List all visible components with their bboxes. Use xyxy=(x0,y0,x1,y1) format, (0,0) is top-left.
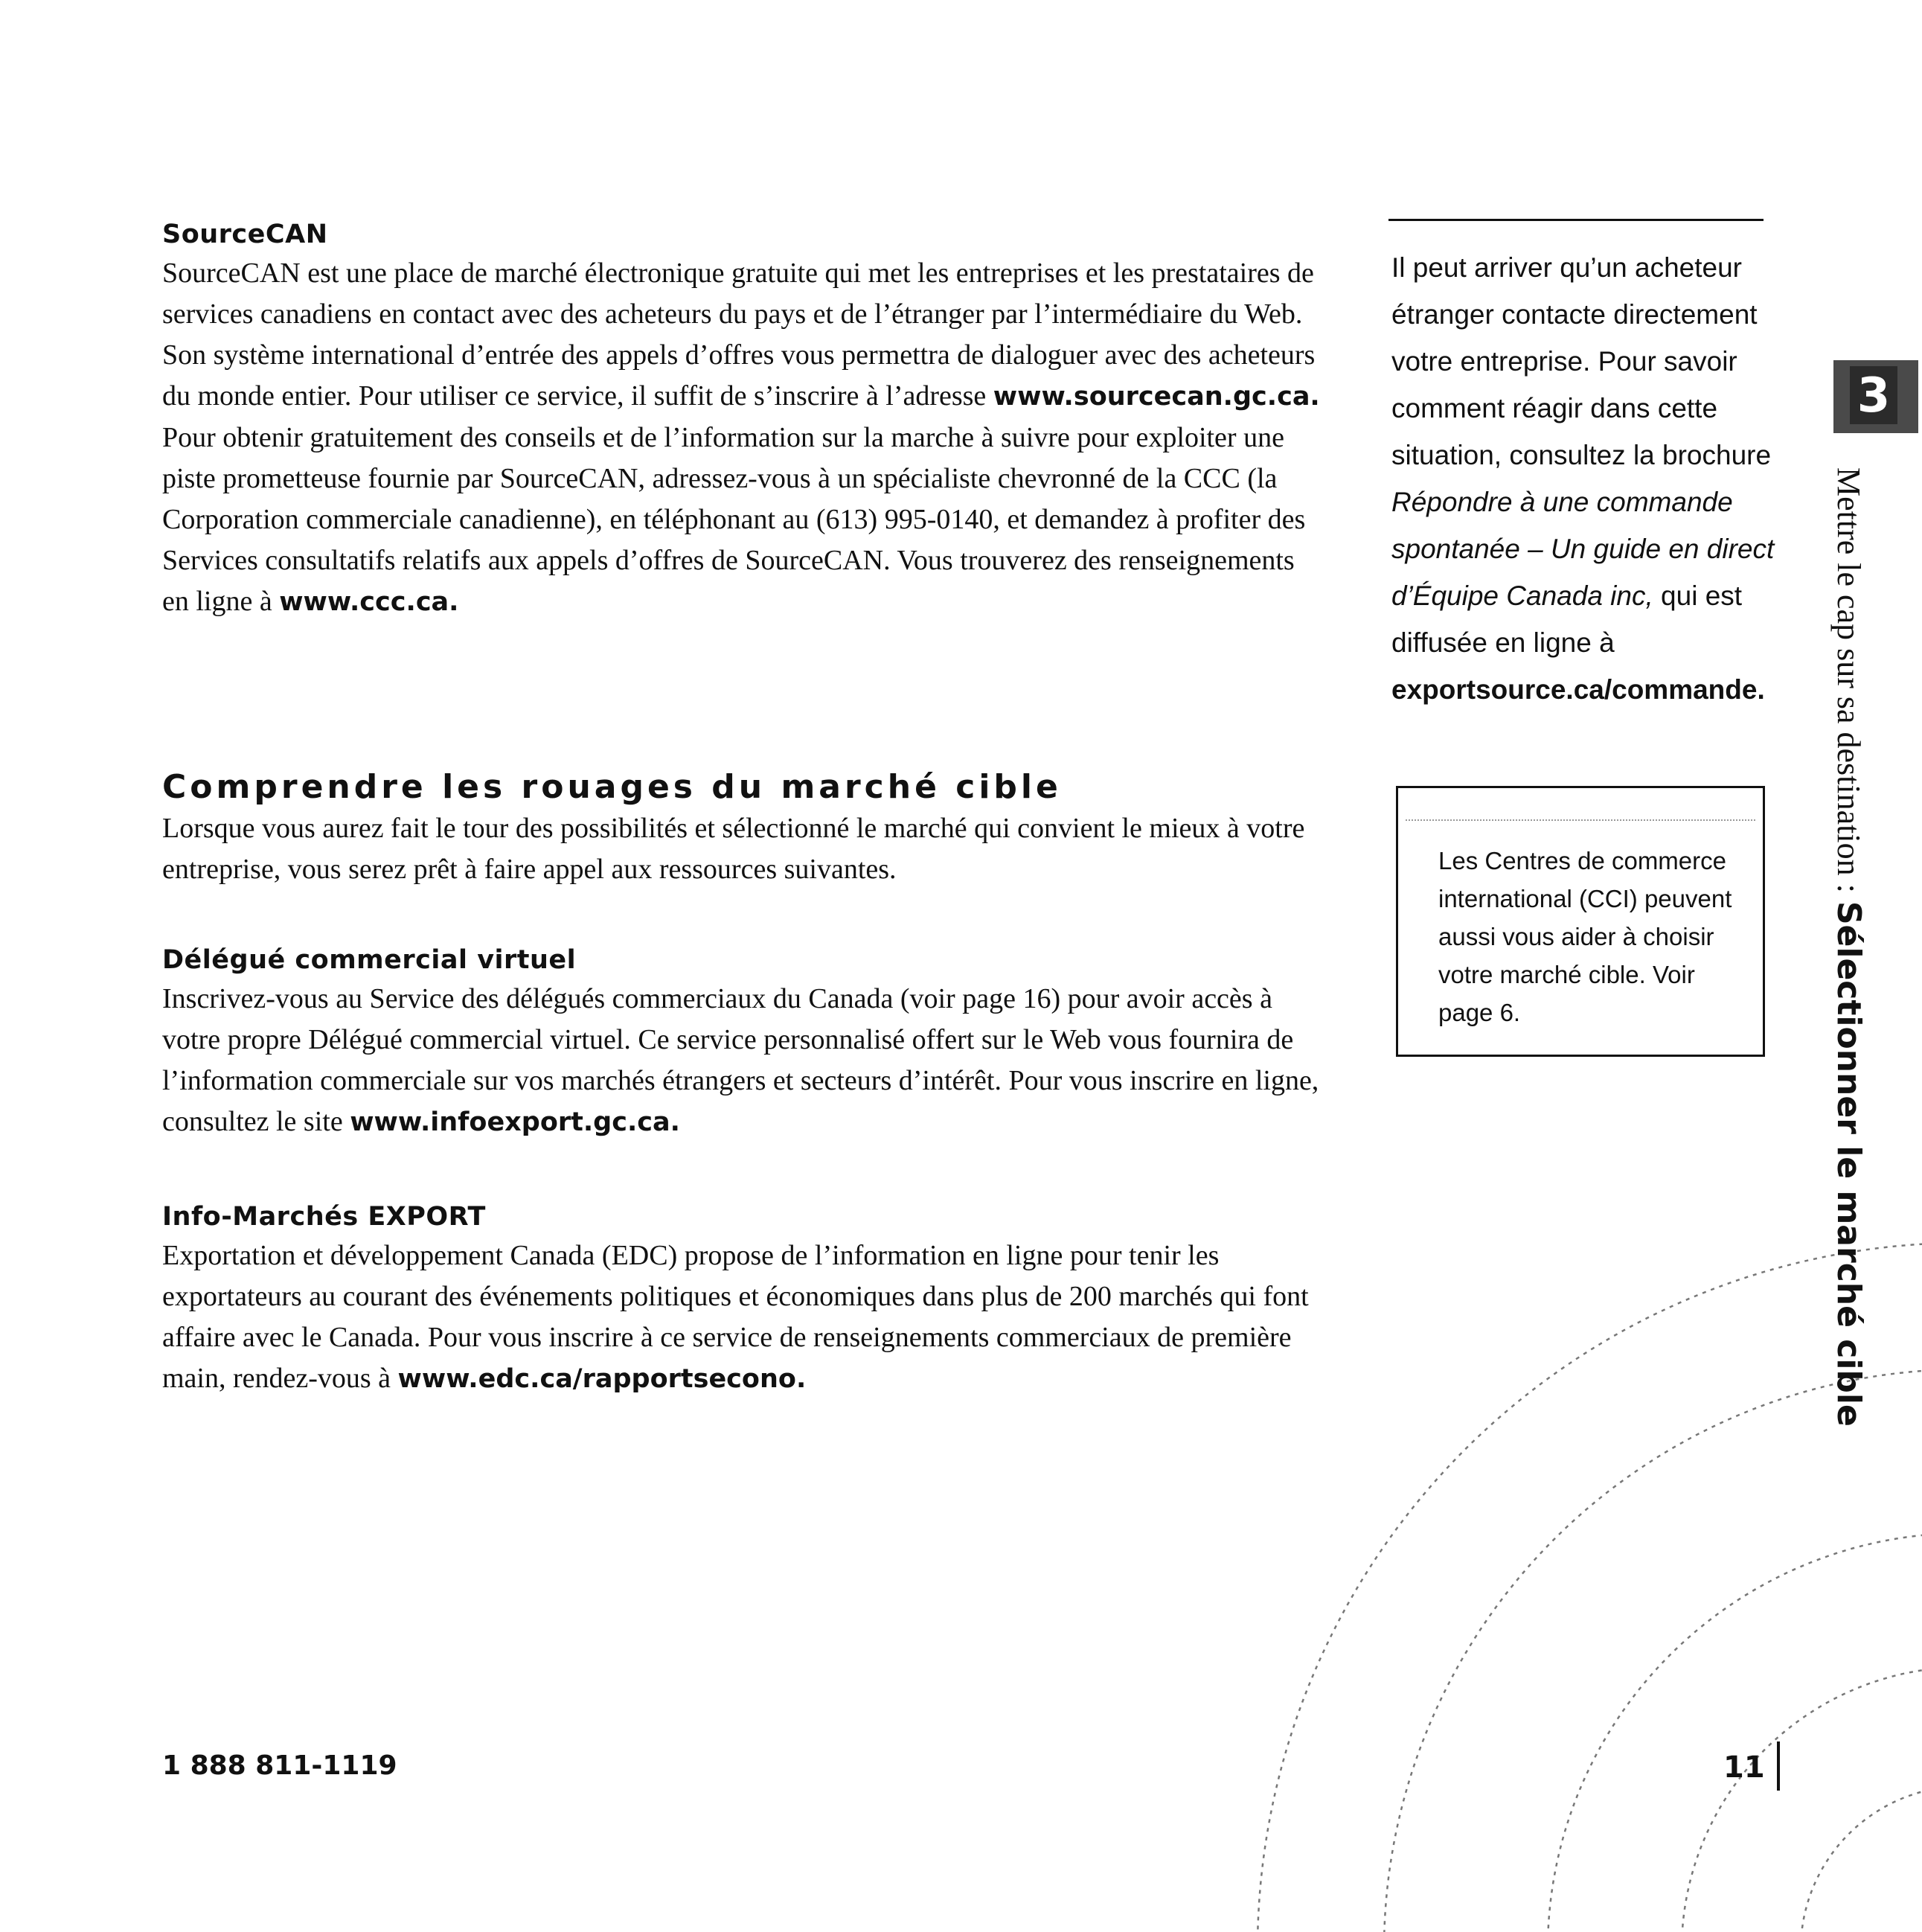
chapter-number: 3 xyxy=(1850,366,1897,424)
delegue-section xyxy=(162,941,1323,1143)
infoexport-link[interactable]: www.infoexport.gc.ca. xyxy=(350,1107,680,1137)
sourcecan-section xyxy=(162,216,1323,623)
sidebar-note-text: Il peut arriver qu’un acheteur étranger contacte directement votre entreprise. Pour savoir comment réagir dans cette situation, consultez la brochure xyxy=(1391,252,1772,470)
sourcecan-text-1: SourceCAN est une place de marché électronique gratuite qui met les entreprises et les prestataires de services canadiens en contact avec des acheteurs du pays et de l’étranger par l’intermédiaire du Web. Son système international d’entrée des appels d’offres vous permettra de dialoguer avec des acheteurs du monde entier. Pour utiliser ce service, il suffit de s’inscrire à l’adresse xyxy=(162,258,1316,412)
ccc-link[interactable]: www.ccc.ca. xyxy=(279,587,459,617)
page-number: 11 xyxy=(1723,1750,1765,1785)
delegue-heading: Délégué commercial virtuel xyxy=(162,945,577,975)
sidebar-note xyxy=(1391,244,1778,713)
infomarches-paragraph xyxy=(162,1235,1323,1400)
chapter-tab xyxy=(1833,360,1918,433)
chapter-title-part-2: Sélectionner le marché cible xyxy=(1830,901,1868,1427)
sidebar-note-text-2: qui est diffusée en ligne à xyxy=(1391,580,1743,658)
page-number-bar xyxy=(1777,1741,1780,1791)
sidebar-rule xyxy=(1388,219,1764,221)
sourcecan-paragraph xyxy=(162,253,1323,623)
chapter-title-part-1: Mettre le cap sur sa destination : xyxy=(1830,467,1867,901)
footer-phone: 1 888 811-1119 xyxy=(162,1750,397,1781)
exportsource-link[interactable]: exportsource.ca/commande. xyxy=(1391,674,1765,705)
comprendre-paragraph: Lorsque vous aurez fait le tour des possibilités et sélectionné le marché qui convient le mieux à votre entreprise, vous serez prêt à faire appel aux ressources suivantes. xyxy=(162,813,1305,885)
comprendre-heading: Comprendre les rouages du marché cible xyxy=(162,768,1062,806)
sidebar-note-title: Répondre à une commande spontanée – Un guide en direct d’Équipe Canada inc, xyxy=(1391,487,1775,611)
sourcecan-text-2: Pour obtenir gratuitement des conseils et de l’information sur la marche à suivre pour exploiter une piste prometteuse fournie par SourceCAN, adressez-vous à un spécialiste chevronné de la CCC (la Corporation commerciale canadienne), en téléphonant au (613) 995-0140, et demandez à profiter des Services consultatifs relatifs aux appels d’offres de SourceCAN. Vous trouverez des renseignements en ligne à xyxy=(162,422,1306,617)
delegue-text: Inscrivez-vous au Service des délégués commerciaux du Canada (voir page 16) pour avoir accès à votre propre Délégué commercial virtuel. Ce service personnalisé offert sur le Web vous fournira de l’information commerciale sur vos marchés étrangers et secteurs d’intérêt. Pour vous inscrire en ligne, consultez le site xyxy=(162,983,1319,1137)
infomarches-heading: Info-Marchés EXPORT xyxy=(162,1202,486,1232)
chapter-running-title xyxy=(1829,467,1868,1427)
infomarches-section xyxy=(162,1198,1323,1400)
tip-text: Les Centres de commerce international (CCI) peuvent aussi vous aider à choisir votre marché cible. Voir page 6. xyxy=(1438,847,1732,1026)
sourcecan-heading: SourceCAN xyxy=(162,220,328,249)
tip-box-dotted-divider xyxy=(1406,819,1755,821)
comprendre-section xyxy=(162,767,1323,890)
edc-link[interactable]: www.edc.ca/rapportsecono. xyxy=(397,1364,807,1394)
tip-box xyxy=(1396,786,1765,1057)
sourcecan-link[interactable]: www.sourcecan.gc.ca. xyxy=(993,382,1320,412)
delegue-paragraph xyxy=(162,979,1323,1143)
infomarches-text: Exportation et développement Canada (EDC) propose de l’information en ligne pour tenir les exportateurs au courant des événements politiques et économiques dans plus de 200 marchés qui font affaire avec le Canada. Pour vous inscrire à ce service de renseignements commerciaux de première main, rendez-vous à xyxy=(162,1240,1309,1394)
